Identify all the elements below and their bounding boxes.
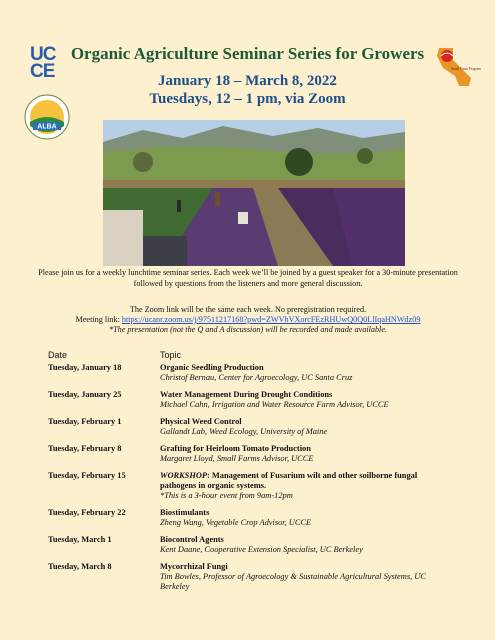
- session-date: Tuesday, February 8: [48, 444, 122, 453]
- meeting-link-line: [34, 315, 462, 325]
- small-farm-program-text: Small Farm Program: [450, 67, 481, 71]
- session-speaker: Kent Daane, Cooperative Extension Specialist, UC Berkeley: [160, 545, 363, 554]
- session-speaker: Margaret Lloyd, Small Farms Advisor, UCCE: [160, 454, 314, 463]
- session-speaker: Gallandt Lab, Weed Ecology, University of Maine: [160, 427, 328, 436]
- session-date: Tuesday, February 15: [48, 471, 126, 480]
- session-topic: [160, 417, 455, 437]
- meeting-link[interactable]: https://ucanr.zoom.us/j/97511217168?pwd=ZWVhVXorcFEzRHUwQ0Q0LlIqaHNWdz09: [121, 315, 421, 324]
- session-title: Water Management During Drought Conditions: [160, 390, 333, 399]
- session-speaker: Michael Cahn, Irrigation and Water Resource Farm Advisor, UCCE: [160, 400, 389, 409]
- meeting-time: Tuesdays, 12 – 1 pm, via Zoom: [149, 91, 346, 107]
- session-title: Biostimulants: [160, 508, 210, 517]
- date-column-header: Date: [48, 350, 68, 360]
- session-title: Physical Weed Control: [160, 417, 242, 426]
- session-title: Biocontrol Agents: [160, 535, 224, 544]
- session-date: Tuesday, March 8: [48, 562, 112, 571]
- zoom-info: [34, 305, 462, 335]
- alba-logo-text: ALBA: [37, 123, 57, 131]
- ucce-logo-line-1: UC: [30, 44, 56, 65]
- farm-field-photo: [103, 120, 405, 266]
- session-topic: [160, 535, 455, 555]
- session-date: Tuesday, January 18: [48, 363, 122, 372]
- session-title: [160, 471, 455, 491]
- session-topic: [160, 390, 455, 410]
- session-speaker: Tim Bowles, Professor of Agroecology & Sustainable Agricultural Systems, UC Berkeley: [160, 572, 426, 591]
- zoom-same-link-note: The Zoom link will be the same each week. No preregistration required.: [129, 305, 367, 314]
- page-title: Organic Agriculture Seminar Series for Growers: [70, 44, 425, 63]
- ucce-logo-line-2: CE: [30, 61, 55, 82]
- session-topic: [160, 562, 455, 592]
- session-date: Tuesday, February 22: [48, 508, 126, 517]
- workshop-note: *This is a 3-hour event from 9am-12pm: [160, 491, 293, 500]
- session-title: Mycorrhizal Fungi: [160, 562, 228, 571]
- topic-column-header: Topic: [160, 350, 182, 360]
- session-speaker: Christof Bernau, Center for Agroecology, UC Santa Cruz: [160, 373, 353, 382]
- workshop-title: : Management of Fusarium wilt and other soilborne fungal pathogens in organic systems.: [160, 471, 418, 490]
- session-speaker: Zheng Wang, Vegetable Crop Advisor, UCCE: [160, 518, 312, 527]
- session-date: Tuesday, February 1: [48, 417, 122, 426]
- session-title: Grafting for Heirloom Tomato Production: [160, 444, 311, 453]
- session-topic: [160, 363, 455, 383]
- workshop-label: WORKSHOP: [160, 471, 208, 480]
- session-title: Organic Seedling Production: [160, 363, 264, 372]
- recording-note: *The presentation (not the Q and A discussion) will be recorded and made available.: [108, 325, 388, 334]
- session-date: Tuesday, March 1: [48, 535, 112, 544]
- meeting-link-label: Meeting link:: [75, 315, 120, 324]
- session-topic: [160, 471, 455, 501]
- session-date: Tuesday, January 25: [48, 390, 122, 399]
- intro-paragraph: Please join us for a weekly lunchtime seminar series. Each week we’ll be joined by a guest speaker for a 30-minute presentation followed by questions from the listeners and more general discussion.: [38, 268, 458, 288]
- session-topic: [160, 508, 455, 528]
- session-topic: [160, 444, 455, 464]
- date-range: January 18 – March 8, 2022: [158, 73, 337, 89]
- event-dates: [0, 72, 495, 108]
